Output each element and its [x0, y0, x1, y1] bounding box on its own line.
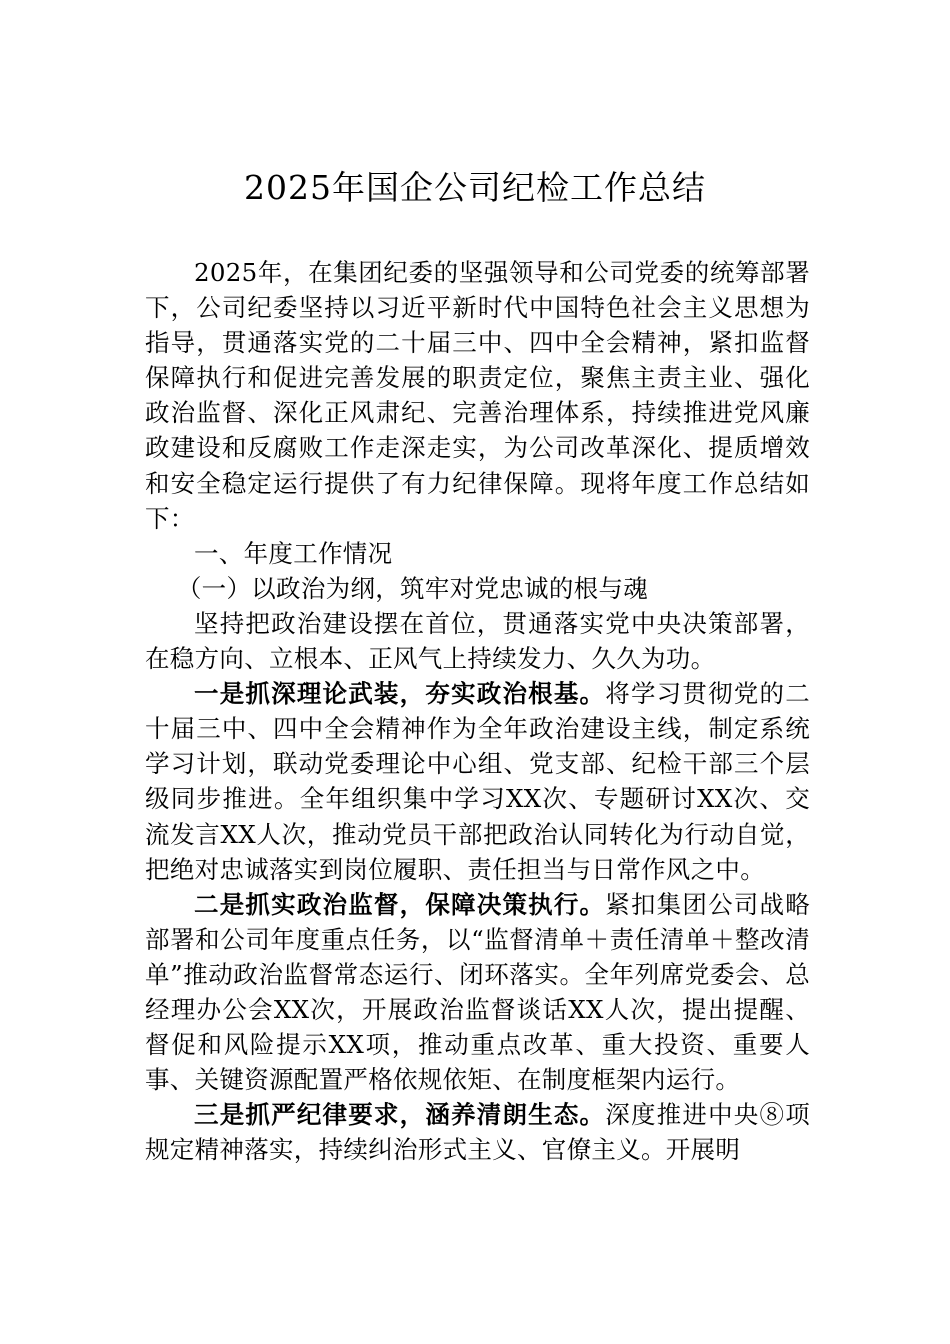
item-text-3: 深度推进中央⑧项规定精神落实，持续纠治形式主义、官僚主义。开展明: [145, 1100, 810, 1165]
item-lead-3: 三是抓严纪律要求，涵养清朗生态。: [194, 1100, 606, 1130]
item-text-2: 紧扣集团公司战略部署和公司年度重点任务，以“监督清单＋责任清单＋整改清单”推动政治监督常态运行、闭环落实。全年列席党委会、总经理办公会XX次，开展政治监督谈话XX人次，提出提醒、督促和风险提示XX项，推动重点改革、重大投资、重要人事、关键资源配置严格依规依矩、在制度框架内运行。: [145, 889, 810, 1095]
item-text-1: 将学习贯彻党的二十届三中、四中全会精神作为全年政治建设主线，制定系统学习计划，联动党委理论中心组、党支部、纪检干部三个层级同步推进。全年组织集中学习XX次、专题研讨XX次、交流发言XX人次，推动党员干部把政治认同转化为行动自觉，把绝对忠诚落实到岗位履职、责任担当与日常作风之中。: [145, 679, 810, 884]
item-lead-1: 一是抓深理论武装，夯实政治根基。: [194, 679, 606, 709]
item-paragraph-3: [145, 1097, 810, 1167]
subsection-heading: （一）以政治为纲，筑牢对党忠诚的根与魂: [176, 573, 649, 603]
intro-paragraph: 2025年，在集团纪委的坚强领导和公司党委的统筹部署下，公司纪委坚持以习近平新时代中国特色社会主义思想为指导，贯通落实党的二十届三中、四中全会精神，紧扣监督保障执行和促进完善发展的职责定位，聚焦主责主业、强化政治监督、深化正风肃纪、完善治理体系，持续推进党风廉政建设和反腐败工作走深走实，为公司改革深化、提质增效和安全稳定运行提供了有力纪律保障。现将年度工作总结如下：: [145, 258, 810, 533]
document-body: [145, 255, 810, 1167]
item-paragraph-2: [145, 887, 810, 1098]
subsection-intro-paragraph: 坚持把政治建设摆在首位，贯通落实党中央决策部署，在稳方向、立根本、正风气上持续发力、久久为功。: [145, 608, 810, 674]
document-title: 2025年国企公司纪检工作总结: [244, 168, 706, 207]
section-heading: 一、年度工作情况: [194, 538, 393, 568]
item-paragraph-1: [145, 676, 810, 887]
item-lead-2: 二是抓实政治监督，保障决策执行。: [194, 889, 606, 919]
